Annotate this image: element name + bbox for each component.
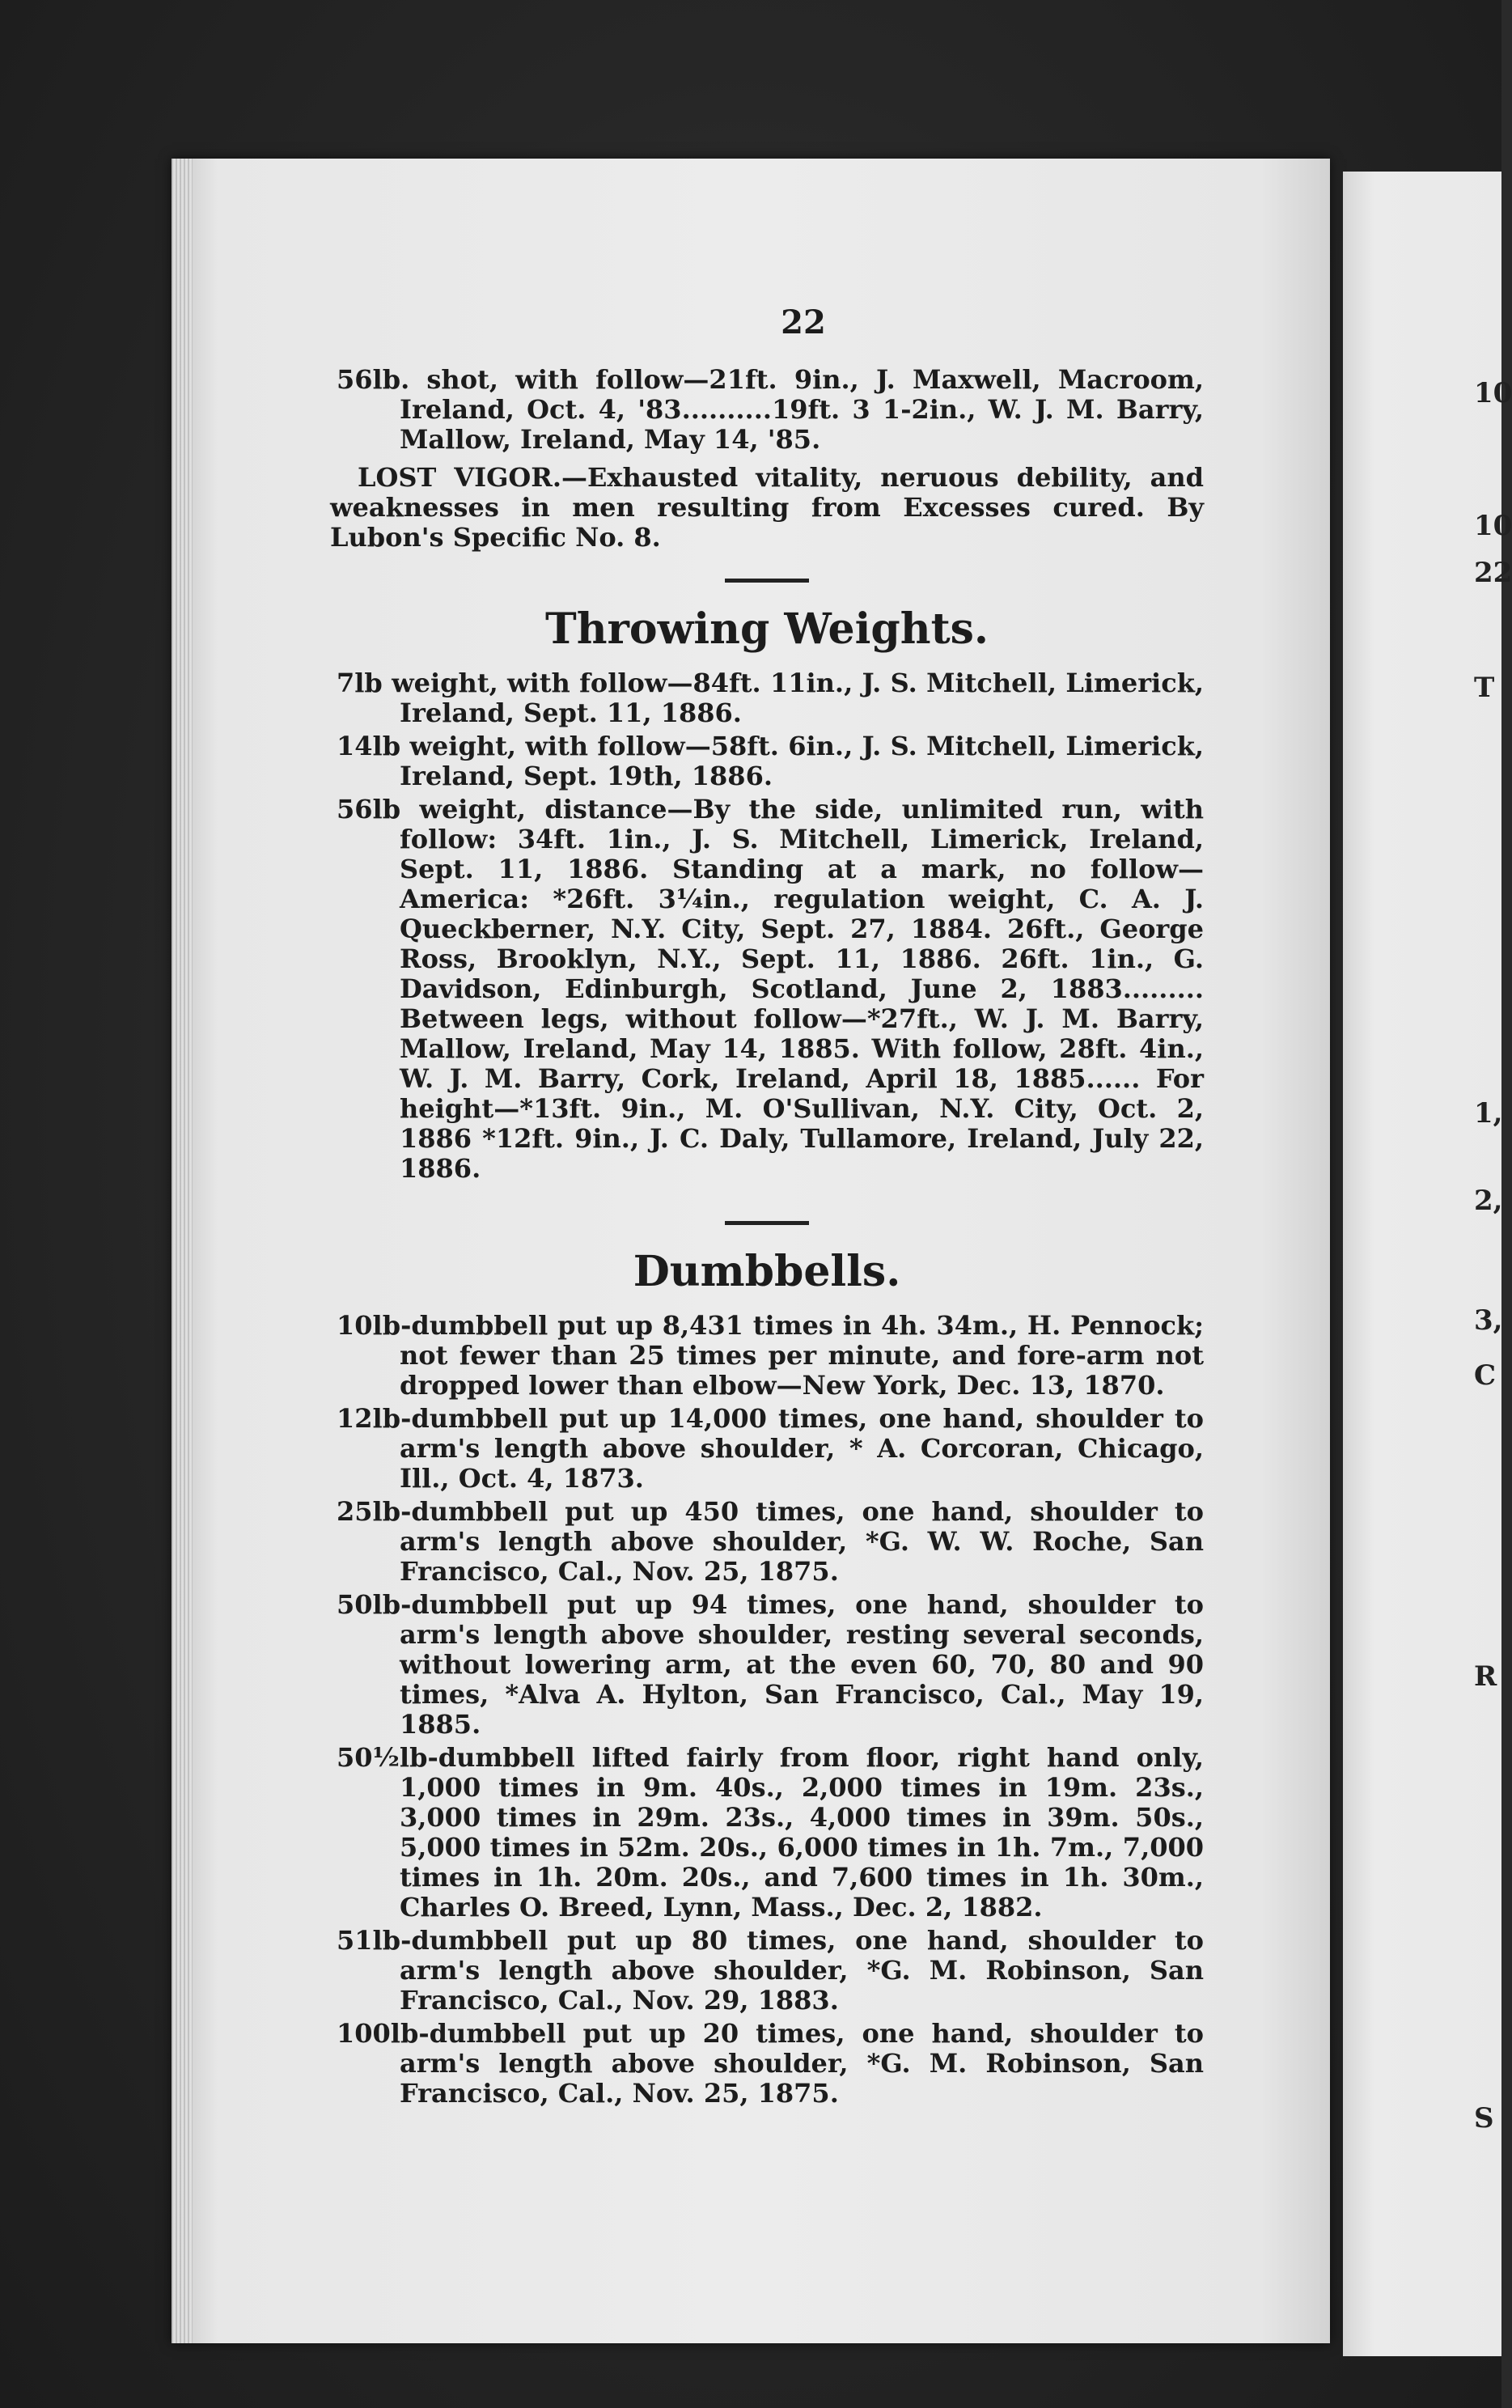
section-divider [725,1221,809,1225]
record-entry: 12lb-dumbbell put up 14,000 times, one hand, shoulder to arm's length above shoulder, * A. Corcoran, Chicago, Ill., Oct. 4, 1873. [337,1403,1204,1494]
record-entry: 100lb-dumbbell put up 20 times, one hand, shoulder to arm's length above shoulder, *G. M. Robinson, San Francisco, Cal., Nov. 25, 1875. [337,2018,1204,2109]
facing-page-glyph: 10 [1474,510,1512,542]
section-heading-dumbbells: Dumbbells. [633,1247,901,1296]
facing-page-glyph: 1, [1474,1097,1503,1130]
record-entry: 56lb weight, distance—By the side, unlimited run, with follow: 34ft. 1in., J. S. Mitchell, Limerick, Ireland, Sept. 11, 1886. Standing at a mark, no follow—America: *26ft. 3¼in., regulation weight, C. A. J. Queckberner, N.Y. City, Sept. 27, 1884. 26ft., George Ross, Brooklyn, N.Y., Sept. 11, 1886. 26ft. 1in., G. Davidson, Edinburgh, Scotland, June 2, 1883......... Between legs, without follow—*27ft., W. J. M. Barry, Mallow, Ireland, May 14, 1885. With follow, 28ft. 4in., W. J. M. Barry, Cork, Ireland, April 18, 1885...... For height—*13ft. 9in., M. O'Sullivan, N.Y. City, Oct. 2, 1886 *12ft. 9in., J. C. Daly, Tullamore, Ireland, July 22, 1886. [337,794,1204,1184]
record-entry: 25lb-dumbbell put up 450 times, one hand, shoulder to arm's length above shoulder, *G. W. W. Roche, San Francisco, Cal., Nov. 25, 1875. [337,1496,1204,1587]
record-entry: 51lb-dumbbell put up 80 times, one hand, shoulder to arm's length above shoulder, *G. M. Robinson, San Francisco, Cal., Nov. 29, 1883. [337,1925,1204,2016]
section-divider [725,579,809,583]
record-entry: 10lb-dumbbell put up 8,431 times in 4h. 34m., H. Pennock; not fewer than 25 times per minute, and fore-arm not dropped lower than elbow—New York, Dec. 13, 1870. [337,1310,1204,1401]
facing-page-glyph: T [1474,672,1495,704]
page-content [330,303,1204,2112]
facing-page-glyph: 10 [1474,377,1512,409]
record-entry: 14lb weight, with follow—58ft. 6in., J. S. Mitchell, Limerick, Ireland, Sept. 19th, 1886. [337,731,1204,791]
section-heading-throwing-weights: Throwing Weights. [545,604,989,654]
facing-page-glyph: R [1474,1660,1497,1693]
facing-page-glyph: 2, [1474,1185,1503,1217]
facing-page [1343,172,1501,2356]
facing-page-glyph: S [1474,2102,1494,2135]
page-edge [172,159,193,2343]
facing-page-glyph: 3, [1474,1304,1503,1337]
advertisement-notice: LOST VIGOR.—Exhausted vitality, neruous debility, and weaknesses in men resulting from Excesses cured. By Lubon's Specific No. 8. [330,462,1204,553]
facing-page-glyph: C [1474,1359,1497,1392]
shot-record: 56lb. shot, with follow—21ft. 9in., J. Maxwell, Macroom, Ireland, Oct. 4, '83..........19ft. 3 1-2in., W. J. M. Barry, Mallow, Ireland, May 14, '85. [337,364,1204,455]
record-entry: 50lb-dumbbell put up 94 times, one hand, shoulder to arm's length above shoulder, resting several seconds, without lowering arm, at the even 60, 70, 80 and 90 times, *Alva A. Hylton, San Francisco, Cal., May 19, 1885. [337,1589,1204,1740]
page-number: 22 [781,303,826,341]
facing-page-glyph: 22 [1474,557,1512,589]
record-entry: 50½lb-dumbbell lifted fairly from floor, right hand only, 1,000 times in 9m. 40s., 2,000 times in 19m. 23s., 3,000 times in 29m. 23s., 4,000 times in 39m. 50s., 5,000 times in 52m. 20s., 6,000 times in 1h. 7m., 7,000 times in 1h. 20m. 20s., and 7,600 times in 1h. 30m., Charles O. Breed, Lynn, Mass., Dec. 2, 1882. [337,1742,1204,1923]
record-entry: 7lb weight, with follow—84ft. 11in., J. S. Mitchell, Limerick, Ireland, Sept. 11, 1886. [337,668,1204,728]
